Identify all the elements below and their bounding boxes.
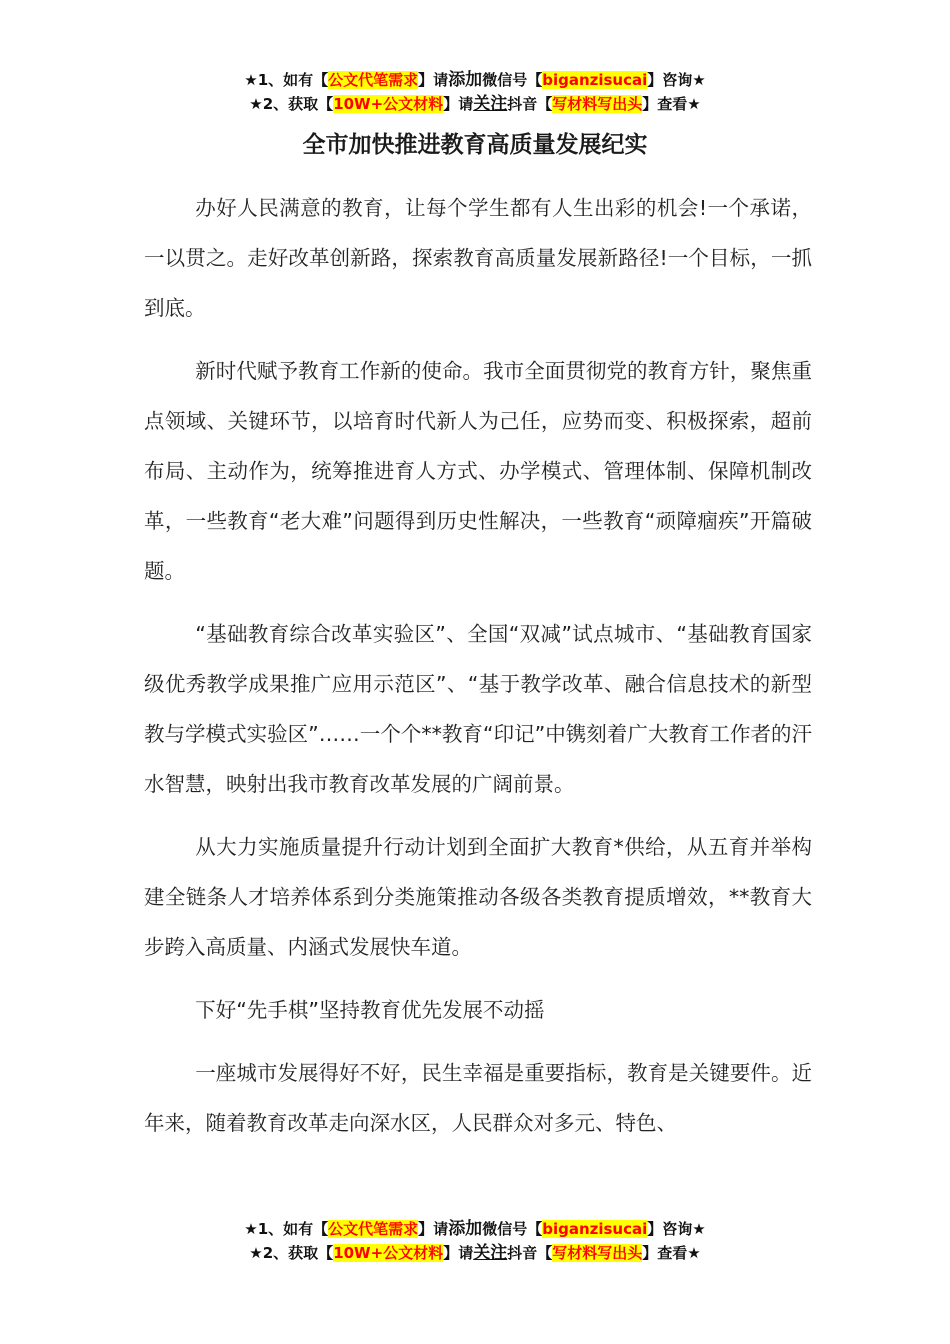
highlight-materials: 10W+公文材料 bbox=[333, 95, 444, 113]
banner-text: ★1、如有【 bbox=[244, 1220, 329, 1238]
section-heading: 下好“先手棋”坚持教育优先发展不动摇 bbox=[195, 998, 545, 1022]
banner-text: ★2、获取【 bbox=[249, 1244, 334, 1262]
banner-text: 】查看★ bbox=[642, 1244, 701, 1262]
paragraph: 一座城市发展得好不好，民生幸福是重要指标，教育是关键要件。近年来，随着教育改革走向深水区，人民群众对多元、特色、 bbox=[144, 1061, 812, 1135]
banner-text: 抖音【 bbox=[507, 95, 553, 113]
banner-line-2 bbox=[0, 1241, 950, 1265]
banner-text: 】请 bbox=[418, 71, 449, 89]
highlight-wechat-id: biganzisucai bbox=[542, 71, 648, 89]
banner-emphasis: 添加 bbox=[448, 70, 483, 90]
banner-text: 】咨询★ bbox=[647, 71, 706, 89]
highlight-materials: 10W+公文材料 bbox=[333, 1244, 444, 1262]
banner-text: ★2、获取【 bbox=[249, 95, 334, 113]
header-banner bbox=[0, 68, 950, 116]
highlight-douyin-account: 写材料写出头 bbox=[552, 95, 643, 113]
paragraph: 新时代赋予教育工作新的使命。我市全面贯彻党的教育方针，聚焦重点领域、关键环节，以培育时代新人为己任，应势而变、积极探索，超前布局、主动作为，统筹推进育人方式、办学模式、管理体制、保障机制改革，一些教育“老大难”问题得到历史性解决，一些教育“顽障痼疾”开篇破题。 bbox=[144, 359, 812, 583]
document-title: 全市加快推进教育高质量发展纪实 bbox=[302, 132, 648, 158]
paragraph: 办好人民满意的教育，让每个学生都有人生出彩的机会!一个承诺，一以贯之。走好改革创新路，探索教育高质量发展新路径!一个目标，一抓到底。 bbox=[144, 196, 812, 320]
banner-emphasis: 关注 bbox=[473, 1243, 508, 1263]
footer-banner bbox=[0, 1217, 950, 1265]
banner-emphasis: 添加 bbox=[448, 1219, 483, 1239]
banner-text: 】查看★ bbox=[642, 95, 701, 113]
document-body bbox=[144, 183, 812, 1161]
paragraph: “基础教育综合改革实验区”、全国“双减”试点城市、“基础教育国家级优秀教学成果推广应用示范区”、“基于教学改革、融合信息技术的新型教与学模式实验区”……一个个**教育“印记”中镌刻着广大教育工作者的汗水智慧，映射出我市教育改革发展的广阔前景。 bbox=[144, 622, 812, 796]
banner-text: 】咨询★ bbox=[647, 1220, 706, 1238]
banner-line-1 bbox=[0, 68, 950, 92]
banner-emphasis: 关注 bbox=[473, 94, 508, 114]
banner-text: 微信号【 bbox=[482, 1220, 543, 1238]
highlight-service: 公文代笔需求 bbox=[328, 71, 419, 89]
banner-text: 】请 bbox=[443, 1244, 474, 1262]
highlight-wechat-id: biganzisucai bbox=[542, 1220, 648, 1238]
banner-text: 微信号【 bbox=[482, 71, 543, 89]
banner-text: 】请 bbox=[443, 95, 474, 113]
banner-line-1 bbox=[0, 1217, 950, 1241]
highlight-service: 公文代笔需求 bbox=[328, 1220, 419, 1238]
banner-text: 】请 bbox=[418, 1220, 449, 1238]
paragraph: 从大力实施质量提升行动计划到全面扩大教育*供给，从五育并举构建全链条人才培养体系到分类施策推动各级各类教育提质增效，**教育大步跨入高质量、内涵式发展快车道。 bbox=[144, 835, 812, 959]
banner-text: 抖音【 bbox=[507, 1244, 553, 1262]
banner-line-2 bbox=[0, 92, 950, 116]
highlight-douyin-account: 写材料写出头 bbox=[552, 1244, 643, 1262]
banner-text: ★1、如有【 bbox=[244, 71, 329, 89]
